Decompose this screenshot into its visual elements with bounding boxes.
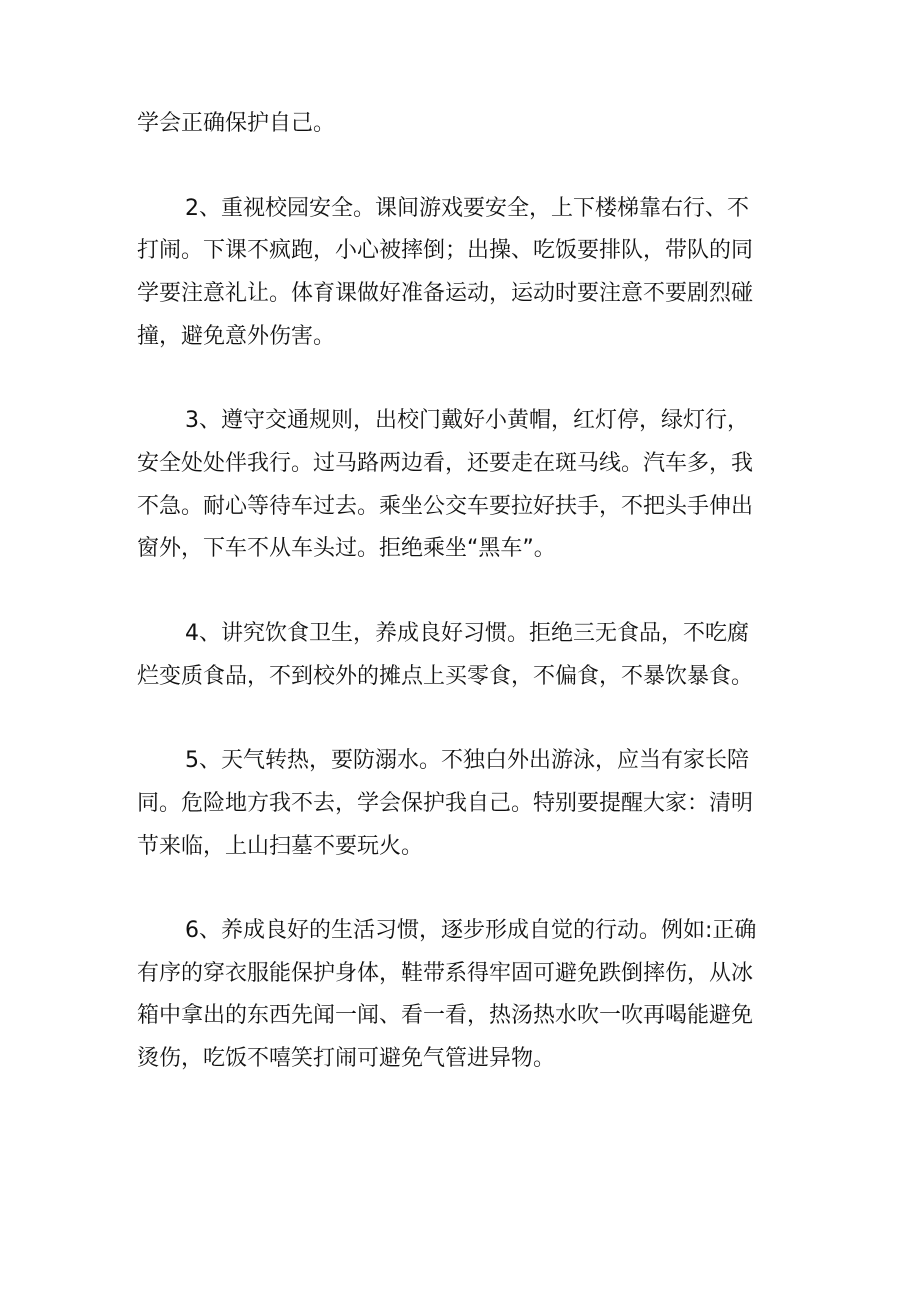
text-line: 箱中拿出的东西先闻一闻、看一看，热汤热水吹一吹再喝能避免 bbox=[137, 1003, 754, 1028]
text-line: 2、重视校园安全。课间游戏要安全，上下楼梯靠右行、不 bbox=[185, 196, 749, 221]
text-line: 4、讲究饮食卫生，养成良好习惯。拒绝三无食品，不吃腐 bbox=[185, 621, 749, 646]
text-line: 撞，避免意外伤害。 bbox=[137, 324, 336, 349]
text-line: 窗外，下车不从车头过。拒绝乘坐“黑车”。 bbox=[137, 536, 556, 561]
text-line: 安全处处伴我行。过马路两边看，还要走在斑马线。汽车多，我 bbox=[137, 451, 754, 476]
text-line: 烂变质食品，不到校外的摊点上买零食，不偏食，不暴饮暴食。 bbox=[137, 664, 754, 689]
text-line: 学会正确保护自己。 bbox=[137, 111, 336, 136]
text-line: 有序的穿衣服能保护身体，鞋带系得牢固可避免跌倒摔伤，从冰 bbox=[137, 961, 754, 986]
text-line: 同。危险地方我不去，学会保护我自己。特别要提醒大家：清明 bbox=[137, 791, 754, 816]
text-line: 5、天气转热，要防溺水。不独白外出游泳，应当有家长陪 bbox=[185, 748, 749, 773]
text-line: 不急。耐心等待车过去。乘坐公交车要拉好扶手，不把头手伸出 bbox=[137, 494, 754, 519]
text-line: 烫伤，吃饭不嘻笑打闹可避免气管进异物。 bbox=[137, 1046, 556, 1071]
text-line: 3、遵守交通规则，出校门戴好小黄帽，红灯停，绿灯行， bbox=[185, 408, 749, 433]
text-line: 打闹。下课不疯跑，小心被摔倒；出操、吃饭要排队，带队的同 bbox=[137, 238, 754, 263]
text-line: 6、养成良好的生活习惯，逐步形成自觉的行动。例如:正确 bbox=[185, 918, 757, 943]
text-line: 节来临，上山扫墓不要玩火。 bbox=[137, 834, 424, 859]
text-line: 学要注意礼让。体育课做好准备运动，运动时要注意不要剧烈碰 bbox=[137, 281, 754, 306]
